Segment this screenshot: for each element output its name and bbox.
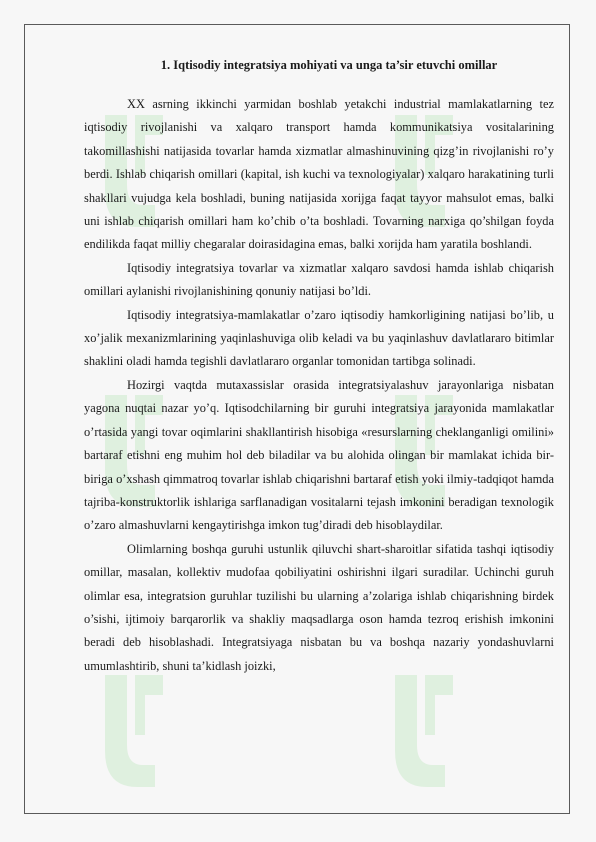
paragraph: Iqtisodiy integratsiya tovarlar va xizmatlar xalqaro savdosi hamda ishlab chiqarish omillari aylanishi rivojlanishining qonuniy natijasi bo’ldi.	[84, 260, 554, 299]
paragraph: Hozirgi vaqtda mutaxassislar orasida integratsiyalashuv jarayonlariga nisbatan yagona nuqtai nazar yo’q. Iqtisodchilarning bir guruhi integratsiya jarayonida mamlakatlar o’rtasida yangi tovar oqimlarini shakllantirish hisobiga «resurslarning cheklanganligi omilini» bartaraf etishni eng muhim hol deb biladilar va bu alohida olingan bir mamlakat ichida bir-biriga o’xshash qimmatroq tovarlar ishlab chiqarishni bartaraf etish yoki ilmiy-tadqiqot hamda tajriba-konstruktorlik ishlariga sarflanadigan vositalarni tejash imkonini beradigan texnologik o’zaro almashuvlarni kengaytirishga imkon tug’diradi deb hisoblaydilar.	[84, 377, 554, 533]
watermark-logo-icon	[85, 665, 175, 795]
paragraph: Iqtisodiy integratsiya-mamlakatlar o’zaro iqtisodiy hamkorligining natijasi bo’lib, u xo’jalik mexanizmlarining yaqinlashuviga olib keladi va bu yaqinlashuv davlatlararo bitimlar shaklini oladi hamda tegishli davlatlararo organlar tomonidan tartibga solinadi.	[84, 307, 554, 369]
paragraph: Olimlarning boshqa guruhi ustunlik qiluvchi shart-sharoitlar sifatida tashqi iqtisodiy omillar, masalan, kollektiv mudofaa qobiliyatini oshirishni ilgari suradilar. Uchinchi guruh olimlar esa, integratsion guruhlar tuzilishi bu ularning a’zolariga ishlab chiqarishning birdek o’sishi, ijtimoiy barqarorlik va shakliy maqsadlarga oson hamda tezroq erishish imkonini beradi deb hisoblashadi. Integratsiyaga nisbatan bu va boshqa nazariy yondashuvlarni umumlashtirib, shuni ta’kidlash joizki,	[84, 541, 554, 673]
watermark-logo-icon	[375, 665, 465, 795]
paragraph: XX asrning ikkinchi yarmidan boshlab yetakchi industrial mamlakatlarning tez iqtisodiy rivojlanishi va xalqaro transport hamda kommunikatsiya vositalarining takomillashishi natijasida tovarlar hamda xizmatlar almashinuvining qizg’in rivojlanishi ro’y berdi. Ishlab chiqarish omillari (kapital, ish kuchi va texnologiyalar) xalqaro harakatining turli shakllari vujudga kela boshladi, buning natijasida xorijga faqat tayyor mahsulot emas, balki uni ishlab chiqarish omillari ham ko’chib o’ta boshladi. Tovarning narxiga qo’shilgan foyda endilikda faqat milliy chegaralar doirasidagina emas, balki xorijda ham yaratila boshlandi.	[84, 97, 554, 252]
section-heading: 1. Iqtisodiy integratsiya mohiyati va unga ta’sir etuvchi omillar	[160, 58, 498, 72]
document-body	[84, 57, 554, 678]
document-page	[24, 24, 570, 814]
